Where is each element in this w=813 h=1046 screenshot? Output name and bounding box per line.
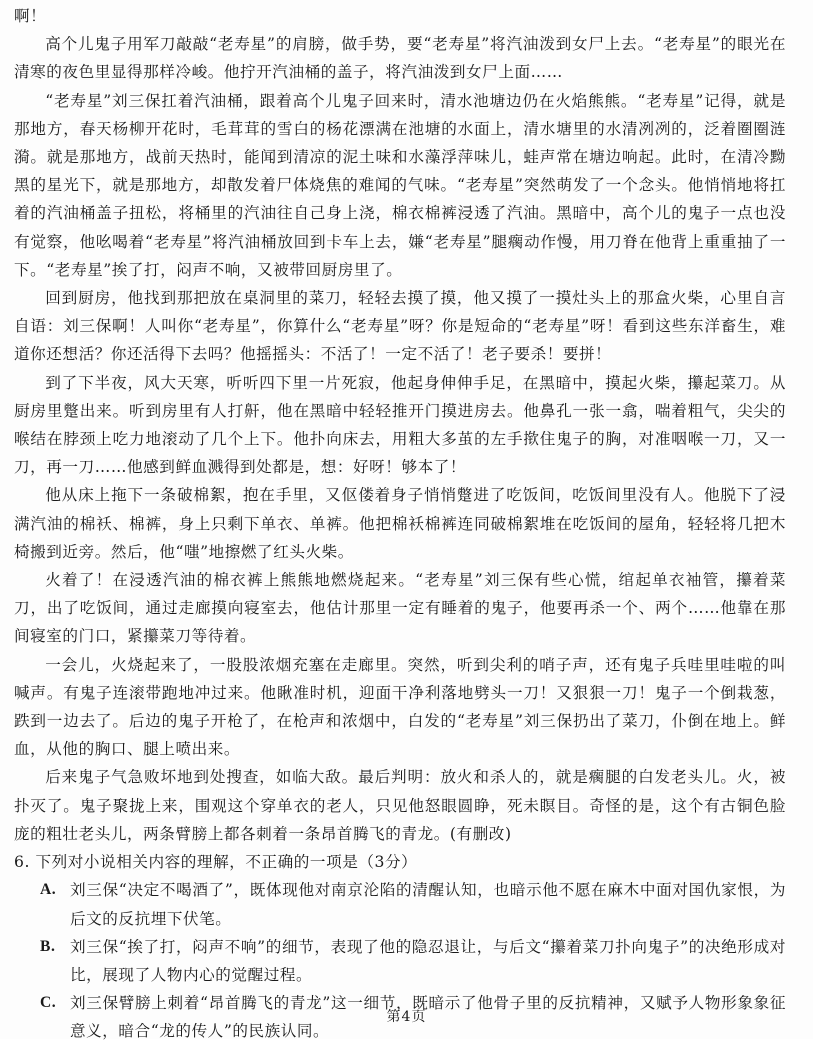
- page-number: 第4页: [386, 1009, 427, 1025]
- option-text: 刘三保“挨了打，闷声不响”的细节，表现了他的隐忍退让，与后文“攥着菜刀扑向鬼子”的决绝形成对比，展现了人物内心的觉醒过程。: [70, 937, 786, 984]
- option-a: [14, 876, 786, 932]
- page-content: [14, 2, 786, 1046]
- passage-paragraph: 高个儿鬼子用军刀敲敲“老寿星”的肩膀，做手势，要“老寿星”将汽油泼到女尸上去。“老寿星”的眼光在清寒的夜色里显得那样冷峻。他拧开汽油桶的盖子，将汽油泼到女尸上面……: [14, 35, 786, 82]
- passage-paragraph: “老寿星”刘三保扛着汽油桶，跟着高个儿鬼子回来时，清水池塘边仍在火焰熊熊。“老寿星”记得，就是那地方，春天杨柳开花时，毛茸茸的雪白的杨花漂满在池塘的水面上，清水塘里的水清冽冽的，泛着圈圈涟漪。就是那地方，战前天热时，能闻到清凉的泥土味和水藻浮萍味儿，蛙声常在塘边响起。此时，在清冷黝黑的星光下，就是那地方，却散发着尸体烧焦的难闻的气味。“老寿星”突然萌发了一个念头。他悄悄地将扛着的汽油桶盖子扭松，将桶里的汽油往自己身上浇，棉衣棉裤浸透了汽油。黑暗中，高个儿的鬼子一点也没有觉察，他吆喝着“老寿星”将汽油桶放回到卡车上去，嫌“老寿星”腿瘸动作慢，用刀脊在他背上重重抽了一下。“老寿星”挨了打，闷声不响，又被带回厨房里了。: [14, 91, 786, 279]
- passage-paragraph: 到了下半夜，风大天寒，听听四下里一片死寂，他起身伸伸手足，在黑暗中，摸起火柴，攥起菜刀。从厨房里蹩出来。听到房里有人打鼾，他在黑暗中轻轻推开门摸进房去。他鼻孔一张一翕，喘着粗气，尖尖的喉结在脖颈上吃力地滚动了几个上下。他扑向床去，用粗大多茧的左手揿住鬼子的胸，对准咽喉一刀，又一刀，再一刀……他感到鲜血溅得到处都是，想：好呀！够本了！: [14, 373, 786, 477]
- option-key: B.: [40, 937, 56, 955]
- passage-paragraph: 火着了！在浸透汽油的棉衣裤上熊熊地燃烧起来。“老寿星”刘三保有些心慌，绾起单衣袖管，攥着菜刀，出了吃饭间，通过走廊摸向寝室去，他估计那里一定有睡着的鬼子，他要再杀一个、两个……他靠在那间寝室的门口，紧攥菜刀等待着。: [14, 571, 786, 646]
- passage-paragraph: 回到厨房，他找到那把放在桌洞里的菜刀，轻轻去摸了摸，他又摸了一摸灶头上的那盒火柴，心里自言自语：刘三保啊！人叫你“老寿星”，你算什么“老寿星”呀？你是短命的“老寿星”呀！看到这些东洋畜生，难道你还想活？你还活得下去吗？他摇摇头：不活了！一定不活了！老子要杀！要拼！: [14, 289, 786, 364]
- option-b: [14, 933, 786, 989]
- question-stem: 6. 下列对小说相关内容的理解，不正确的一项是（3分）: [14, 853, 418, 872]
- passage-paragraph: 啊！: [14, 7, 47, 25]
- option-key: A.: [40, 881, 57, 899]
- passage-paragraph: 后来鬼子气急败坏地到处搜查，如临大敌。最后判明：放火和杀人的，就是瘸腿的白发老头儿。火，被扑灭了。鬼子聚拢上来，围观这个穿单衣的老人，只见他怒眼圆睁，死未瞑目。奇怪的是，这个有古铜色脸庞的粗壮老头儿，两条臂膀上都各刺着一条昂首腾飞的青龙。(有删改): [14, 768, 786, 843]
- option-text: 刘三保臂膀上刺着“昂首腾飞的青龙”这一细节，既暗示了他骨子里的反抗精神，又赋予人物形象象征意义，暗合“龙的传人”的民族认同。: [70, 994, 786, 1041]
- option-key: C.: [40, 994, 57, 1012]
- option-text: 刘三保“决定不喝酒了”，既体现他对南京沦陷的清醒认知，也暗示他不愿在麻木中面对国仇家恨，为后文的反抗埋下伏笔。: [70, 881, 786, 928]
- passage-paragraph: 他从床上拖下一条破棉絮，抱在手里，又伛偻着身子悄悄蹩进了吃饭间，吃饭间里没有人。他脱下了浸满汽油的棉袄、棉裤，身上只剩下单衣、单裤。他把棉袄棉裤连同破棉絮堆在吃饭间的屋角，轻轻将几把木椅搬到近旁。然后，他“嗤”地擦燃了红头火柴。: [14, 486, 786, 561]
- reading-passage: [14, 2, 786, 848]
- passage-paragraph: 一会儿，火烧起来了，一股股浓烟充塞在走廊里。突然，听到尖利的哨子声，还有鬼子兵哇里哇啦的叫喊声。有鬼子连滚带跑地冲过来。他瞅准时机，迎面干净利落地劈头一刀！又狠狠一刀！鬼子一个倒栽葱，跌到一边去了。后边的鬼子开枪了，在枪声和浓烟中，白发的“老寿星”刘三保扔出了菜刀，仆倒在地上。鲜血，从他的胸口、腿上喷出来。: [14, 655, 786, 759]
